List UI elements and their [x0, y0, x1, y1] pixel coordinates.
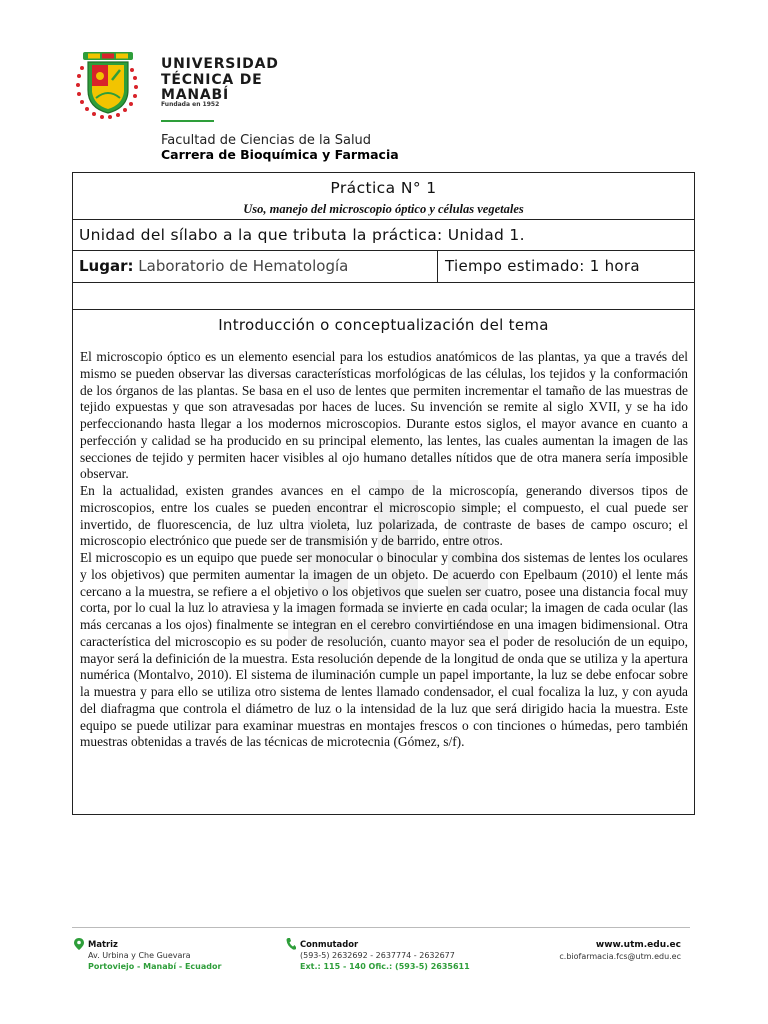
intro-section [73, 310, 694, 814]
university-name-line: UNIVERSIDAD [161, 56, 279, 72]
email-link[interactable]: c.biofarmacia.fcs@utm.edu.ec [559, 952, 681, 961]
practice-table [72, 172, 695, 815]
lugar-cell [73, 251, 438, 282]
phone-icon [286, 938, 296, 950]
university-name-line: TÉCNICA DE [161, 71, 263, 88]
university-name-line: MANABÍ [161, 87, 229, 103]
lugar-value: Laboratorio de Hematología [138, 257, 349, 275]
practice-title: Práctica N° 1 [330, 179, 437, 197]
intro-paragraph: En la actualidad, existen grandes avances en el campo de la microscopía, generando diversos tipos de microscopios, entre los cuales se pueden encontrar el microscopio simple; el compuesto, el cual puede ser invertido, de fluorescencia, de luz ultra violeta, luz polarizada, de contraste de bases de campo oscuro; el microscopio electrónico que puede ser de transmisión y de barrido, entre otros. [80, 483, 688, 549]
unidad-row: Unidad del sílabo a la que tributa la práctica: Unidad 1. [73, 220, 694, 251]
empty-row [73, 283, 694, 310]
location-pin-icon [74, 938, 84, 950]
matriz-address: Av. Urbina y Che Guevara [88, 951, 191, 960]
conmutador-ext: Ext.: 115 - 140 Ofic.: (593-5) 2635611 [300, 962, 470, 971]
intro-paragraph: El microscopio es un equipo que puede ser monocular o binocular y combina dos sistemas de lentes los oculares y los objetivos) que permiten aumentar la imagen de un objeto. De acuerdo con Epelbaum (2010) el lente más cercano a la muestra, se refiere a el objetivo o los objetivos que suelen ser cuatro, posee una distancia focal muy corta, por lo cual la luz lo atraviesa y la imagen formada se invierte en cada ocular; la imagen de cada ocular (las más cercanas a los ojos) finalmente se integran en el cerebro convirtiéndose en una imagen bidimensional. Otra característica del microscopio es su poder de resolución, cuanto mayor sea el poder de resolución de un equipo, mayor será la definición de la muestra. Esta resolución depende de la longitud de onda que se utiliza y la apertura numérica (Montalvo, 2010). El sistema de iluminación cumple un papel importante, la luz se debe enfocar sobre la muestra y para ello se utiliza otro sistema de lentes llamado condensador, el cual focaliza la luz, y con ayuda del diafragma que controla el diámetro de luz o la intensidad de la luz que será dirigido hacia la muestra. Este equipo se puede utilizar para examinar muestras en montajes frescos o con tinciones o húmedas, pero también muestras obtenidas a través de las técnicas de microtecnia (Gómez, s/f). [80, 550, 688, 750]
lugar-tiempo-row [73, 251, 694, 283]
university-crest-logo [70, 50, 145, 120]
conmutador-phones: (593-5) 2632692 - 2637774 - 2632677 [300, 951, 455, 960]
footer-matriz [88, 939, 221, 972]
matriz-label: Matriz [88, 939, 118, 949]
tiempo-estimado: Tiempo estimado: 1 hora [445, 257, 640, 275]
footer-divider [72, 927, 690, 928]
footer-contact [559, 940, 681, 962]
intro-body [73, 349, 694, 751]
green-divider [161, 120, 214, 122]
practice-subtitle: Uso, manejo del microscopio óptico y células vegetales [243, 202, 524, 216]
intro-title: Introducción o conceptualización del tema [218, 316, 549, 334]
matriz-city: Portoviejo - Manabí - Ecuador [88, 962, 222, 971]
founded-year: Fundada en 1952 [161, 101, 220, 108]
faculty-name: Facultad de Ciencias de la Salud [161, 133, 372, 148]
footer-conmutador [300, 939, 470, 972]
career-name: Carrera de Bioquímica y Farmacia [161, 147, 399, 162]
university-name [161, 57, 279, 104]
conmutador-label: Conmutador [300, 939, 359, 949]
practice-title-row [73, 173, 694, 220]
website-link[interactable]: www.utm.edu.ec [595, 940, 681, 950]
intro-paragraph: El microscopio óptico es un elemento esencial para los estudios anatómicos de las plantas, ya que a través del mismo se pueden observar las diversas características morfológicas de las células, los tejidos y la conformación de los órganos de las plantas. Se basa en el uso de lentes que permiten incrementar el tamaño de las muestras de tejido expuestas y que son atravesadas por haces de luces. Su invención se remite al siglo XVII, y se ha ido perfeccionando hasta llegar a los modernos microscopios. Durante estos siglos, el mayor avance en cuanto a perfección y calidad se ha producido en su principal elemento, las lentes, las cuales aumentan la imagen de las secciones de tejido y permiten hacer visibles al ojo humano detalles nítidos que de otra manera sería imposible observar. [80, 349, 688, 482]
lugar-label: Lugar: [79, 257, 134, 275]
